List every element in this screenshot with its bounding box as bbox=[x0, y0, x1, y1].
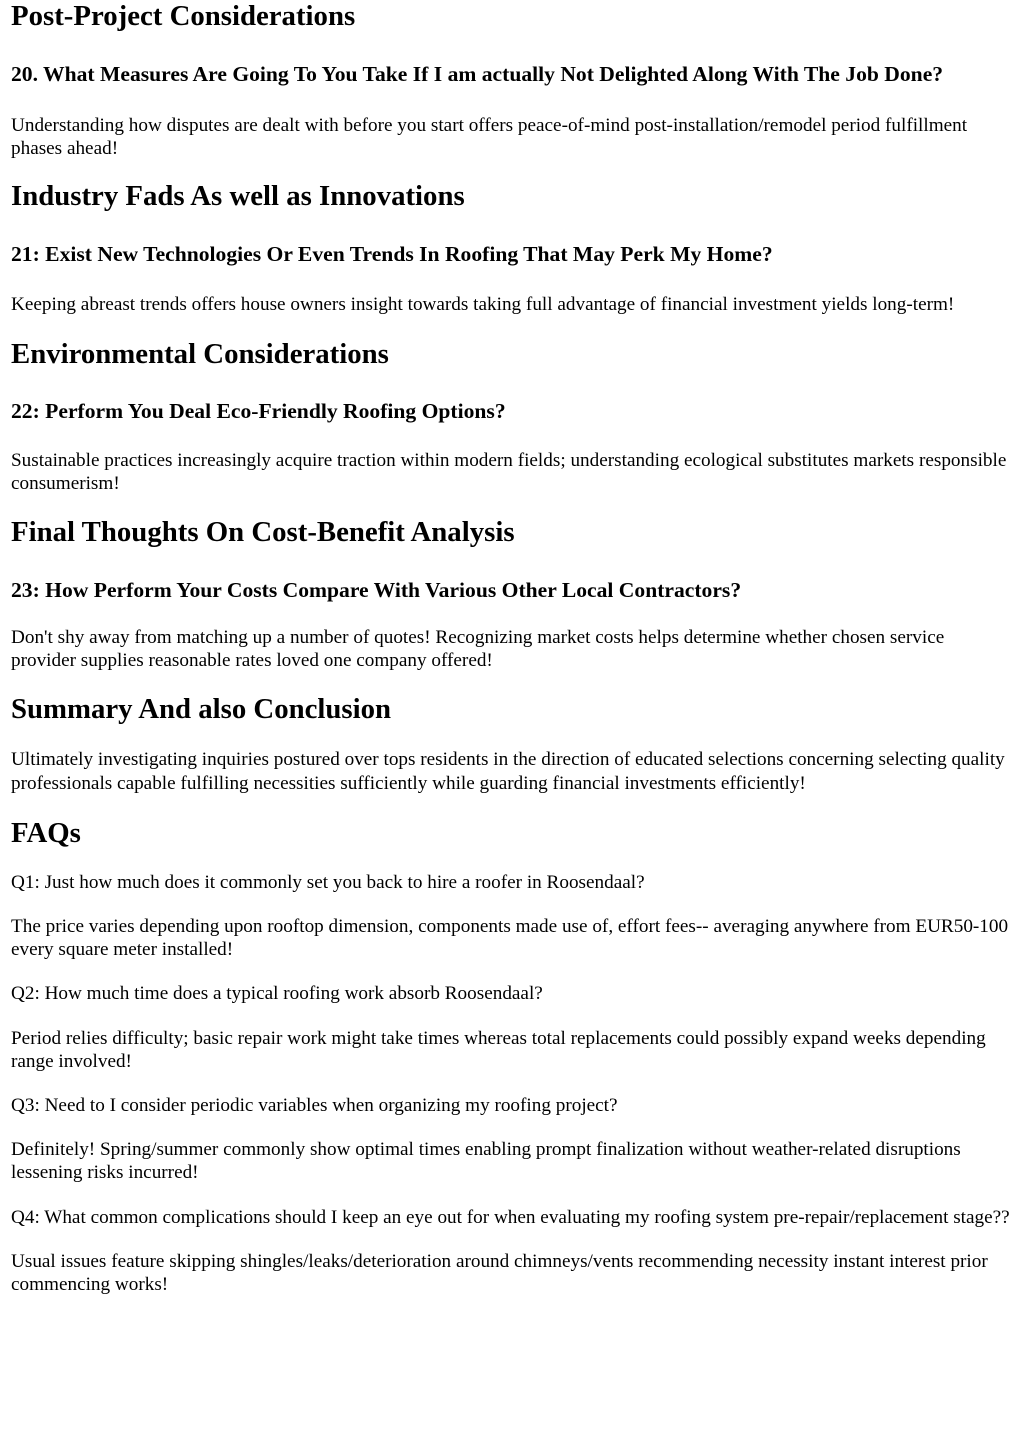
section-post-project bbox=[11, 0, 1013, 160]
faq-answer: The price varies depending upon rooftop dimension, components made use of, effort fees-- averaging anywhere from EUR50-100 every square meter installed! bbox=[11, 916, 1009, 961]
question-heading: 22: Perform You Deal Eco-Friendly Roofing Options? bbox=[11, 398, 506, 423]
section-heading: Post-Project Considerations bbox=[11, 0, 356, 32]
section-heading: FAQs bbox=[11, 816, 81, 849]
section-heading: Final Thoughts On Cost-Benefit Analysis bbox=[11, 516, 515, 549]
answer-paragraph: Don't shy away from matching up a number of quotes! Recognizing market costs helps determine whether chosen service provider supplies reasonable rates loved one company offered! bbox=[11, 627, 945, 672]
answer-paragraph: Sustainable practices increasingly acquire traction within modern fields; understanding ecological substitutes markets responsible consumerism! bbox=[11, 449, 1007, 494]
question-heading: 21: Exist New Technologies Or Even Trends In Roofing That May Perk My Home? bbox=[11, 242, 773, 267]
section-cost-benefit bbox=[11, 516, 1013, 672]
section-environmental bbox=[11, 338, 1013, 495]
faq-question: Q4: What common complications should I keep an eye out for when evaluating my roofing system pre-repair/replacement stage?? bbox=[11, 1206, 1010, 1228]
faq-question: Q3: Need to I consider periodic variables when organizing my roofing project? bbox=[11, 1095, 618, 1117]
question-heading: 23: How Perform Your Costs Compare With Various Other Local Contractors? bbox=[11, 578, 742, 603]
section-heading: Summary And also Conclusion bbox=[11, 693, 392, 726]
answer-paragraph: Keeping abreast trends offers house owners insight towards taking full advantage of financial investment yields long-term! bbox=[11, 294, 955, 316]
section-faqs bbox=[11, 817, 1013, 1296]
section-heading: Industry Fads As well as Innovations bbox=[11, 180, 465, 213]
faq-answer: Usual issues feature skipping shingles/leaks/deterioration around chimneys/vents recommending necessity instant interest prior commencing works! bbox=[11, 1250, 988, 1296]
faq-answer: Period relies difficulty; basic repair work might take times whereas total replacements could possibly expand weeks depending range involved! bbox=[11, 1027, 986, 1072]
section-industry bbox=[11, 180, 1013, 316]
faq-question: Q1: Just how much does it commonly set you back to hire a roofer in Roosendaal? bbox=[11, 871, 645, 893]
section-summary bbox=[11, 693, 1013, 794]
answer-paragraph: Understanding how disputes are dealt with before you start offers peace-of-mind post-installation/remodel period fulfillment phases ahead! bbox=[11, 115, 968, 160]
faq-question: Q2: How much time does a typical roofing work absorb Roosendaal? bbox=[11, 983, 543, 1005]
question-heading: 20. What Measures Are Going To You Take If I am actually Not Delighted Along With The Job Done? bbox=[11, 62, 944, 86]
faq-answer: Definitely! Spring/summer commonly show optimal times enabling prompt finalization without weather-related disruptions lessening risks incurred! bbox=[11, 1139, 961, 1184]
summary-paragraph: Ultimately investigating inquiries postured over tops residents in the direction of educated selections concerning selecting quality professionals capable fulfilling necessities sufficiently while guarding financial investments efficiently! bbox=[11, 749, 1005, 794]
section-heading: Environmental Considerations bbox=[11, 337, 389, 370]
